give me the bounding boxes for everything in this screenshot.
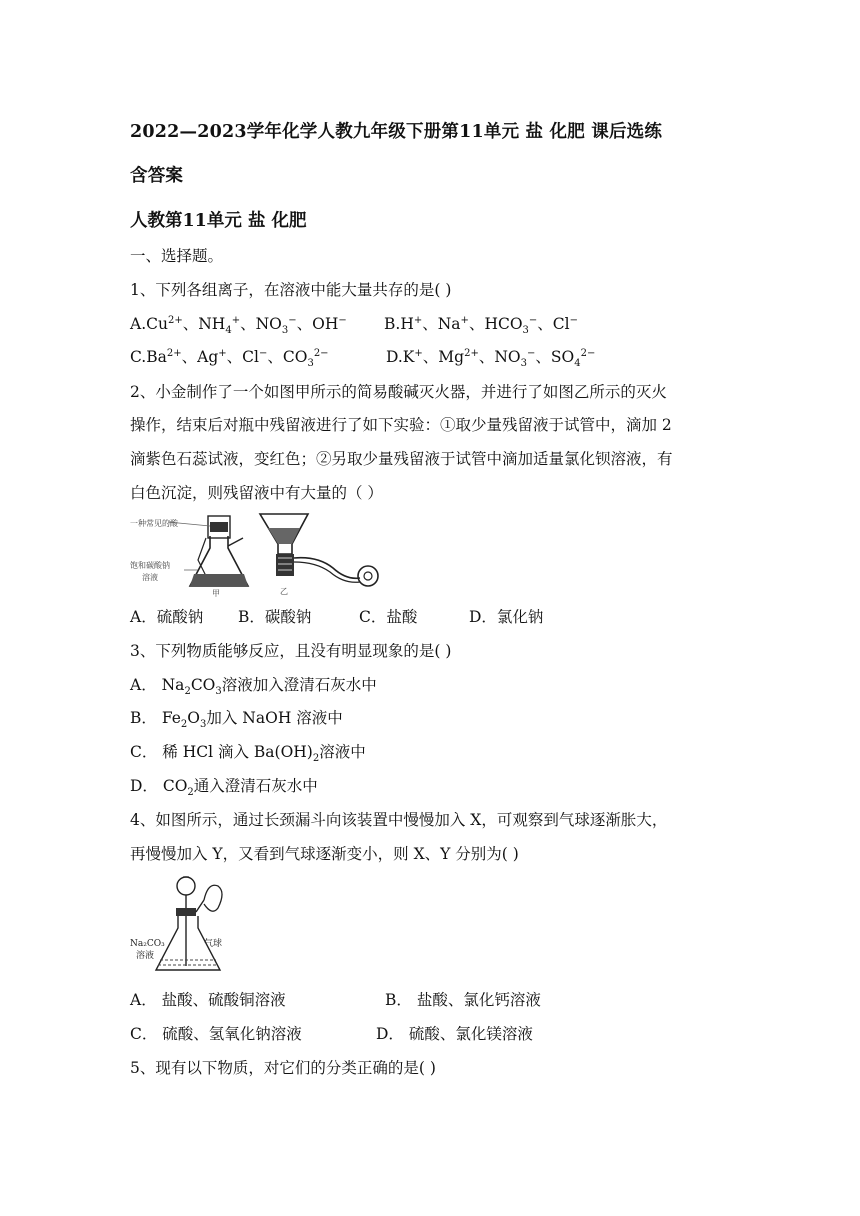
q4-stem-line-2: 再慢慢加入 Y，又看到气球逐渐变小，则 X、Y 分别为( ) (130, 845, 519, 863)
flask-balloon-figure (128, 872, 238, 978)
q3-stem: 3、下列物质能够反应，且没有明显现象的是( ) (130, 642, 452, 660)
q2-stem-line-3: 滴紫色石蕊试液，变红色；②另取少量残留液于试管中滴加适量氯化钡溶液，有 (130, 450, 673, 468)
document-title: 2022—2023学年化学人教九年级下册第11单元 盐 化肥 课后选练 (130, 122, 663, 142)
q3-option-a: A． $Na_2CO_3$溶液加入澄清石灰水中 (130, 676, 377, 698)
label-solution: 溶液 (136, 951, 155, 961)
unit-title: 人教第11单元 盐 化肥 (130, 211, 307, 231)
q2-option-a: A．硫酸钠 (130, 608, 204, 626)
document-title-continued: 含答案 (130, 166, 184, 186)
q1-option-d: D.K+、$Mg^{2+}$、$NO_3^-$、$SO_4^{2-}$ (386, 347, 596, 370)
q4-option-a: A． 盐酸、硫酸铜溶液 (130, 991, 286, 1009)
q4-option-b: B． 盐酸、氯化钙溶液 (385, 991, 541, 1009)
q4-option-c: C． 硫酸、氢氧化钠溶液 (130, 1025, 302, 1043)
q3-option-d: D． $CO_2$通入澄清石灰水中 (130, 777, 318, 799)
q1-option-b: B.H+、Na+、$HCO_3^-$、Cl− (384, 314, 579, 337)
q4-stem-line-1: 4、如图所示，通过长颈漏斗向该装置中慢慢加入 X，可观察到气球逐渐胀大， (130, 811, 668, 829)
label-figure-yi: 乙 (280, 587, 288, 596)
q1-option-c: $C.Ba^{2+}$、Ag+、Cl−、$CO_3^{2-}$ (130, 347, 329, 370)
q3-option-c: C． 稀 HCl 滴入 $Ba(OH)_2$溶液中 (130, 743, 366, 765)
q5-stem: 5、现有以下物质，对它们的分类正确的是( ) (130, 1059, 436, 1077)
q2-option-d: D．氯化钠 (469, 608, 544, 626)
label-common-acid: 一种常见的酸 (130, 519, 178, 528)
q1-stem: 1、下列各组离子，在溶液中能大量共存的是( ) (130, 281, 452, 299)
q2-option-b: B．碳酸钠 (238, 608, 312, 626)
section-heading: 一、选择题。 (130, 247, 224, 265)
q2-stem-line-4: 白色沉淀，则残留液中有大量的（ ） (130, 484, 383, 502)
label-figure-jia: 甲 (212, 589, 220, 598)
q3-option-b: B． $Fe_2O_3$加入 NaOH 溶液中 (130, 709, 343, 731)
q1-option-a: $A.Cu^{2+}$、$NH_4^+$、$NO_3^-$、OH− (130, 314, 347, 337)
q4-option-d: D． 硫酸、氯化镁溶液 (376, 1025, 533, 1043)
label-na2co3: Na₂CO₃ (130, 939, 165, 949)
label-saturated-sodium-carbonate: 饱和碳酸钠 (130, 561, 170, 570)
q2-stem-line-1: 2、小金制作了一个如图甲所示的简易酸碱灭火器，并进行了如图乙所示的灭火 (130, 383, 667, 401)
q2-option-c: C．盐酸 (359, 608, 418, 626)
q2-stem-line-2: 操作，结束后对瓶中残留液进行了如下实验：①取少量残留液于试管中，滴加 2 (130, 416, 672, 434)
label-balloon: 气球 (204, 939, 223, 949)
fire-extinguisher-figure (128, 508, 388, 598)
label-solution: 溶液 (142, 573, 158, 582)
